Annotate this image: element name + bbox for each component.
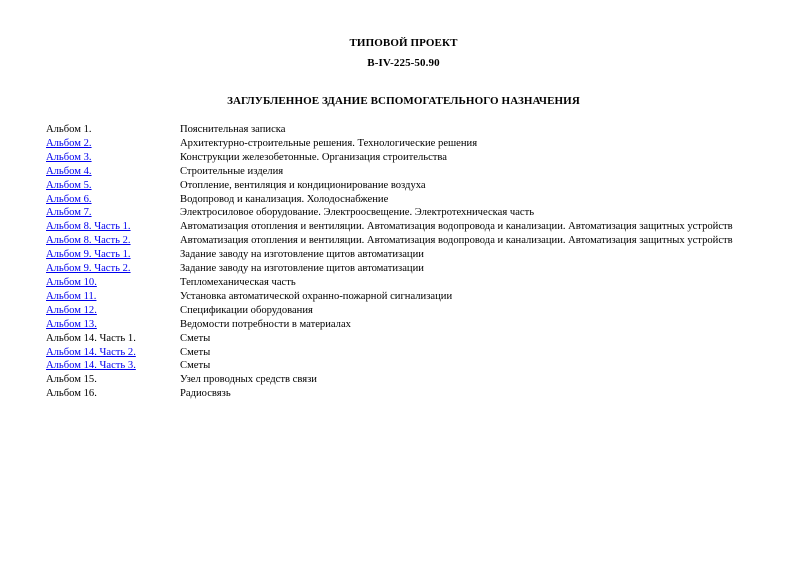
album-row xyxy=(46,332,762,346)
album-description: Радиосвязь xyxy=(180,388,231,400)
album-label-cell xyxy=(46,234,180,248)
album-description: Ведомости потребности в материалах xyxy=(180,318,351,330)
album-row xyxy=(46,318,762,332)
album-description: Тепломеханическая часть xyxy=(180,276,296,288)
album-label-cell xyxy=(46,373,180,387)
album-description: Спецификации оборудования xyxy=(180,304,313,316)
album-description: Архитектурно-строительные решения. Технологические решения xyxy=(180,137,478,149)
album-label-cell xyxy=(46,290,180,304)
album-description: Строительные изделия xyxy=(180,165,284,177)
album-row xyxy=(46,276,762,290)
album-row xyxy=(46,304,762,318)
album-description: Задание заводу на изготовление щитов автоматизации xyxy=(180,249,424,261)
album-label-cell xyxy=(46,220,180,234)
album-description: Автоматизация отопления и вентиляции. Автоматизация водопровода и канализации. Автоматизация защитных устройств xyxy=(180,221,733,233)
album-link[interactable]: Альбом 12. xyxy=(46,304,97,316)
album-label-cell xyxy=(46,193,180,207)
album-label: Альбом 16. xyxy=(46,388,97,400)
album-row xyxy=(46,137,762,151)
album-label-cell xyxy=(46,165,180,179)
album-label: Альбом 15. xyxy=(46,374,97,386)
album-row xyxy=(46,234,762,248)
album-table xyxy=(46,123,762,401)
album-link[interactable]: Альбом 8. Часть 1. xyxy=(46,221,131,233)
album-link[interactable]: Альбом 4. xyxy=(46,165,92,177)
album-description: Пояснительная записка xyxy=(180,124,286,135)
album-label-cell xyxy=(46,137,180,151)
album-link[interactable]: Альбом 10. xyxy=(46,276,97,288)
album-label-cell xyxy=(46,304,180,318)
album-link[interactable]: Альбом 7. xyxy=(46,207,92,219)
album-row xyxy=(46,193,762,207)
album-row xyxy=(46,262,762,276)
album-label-cell xyxy=(46,262,180,276)
album-description: Сметы xyxy=(180,360,211,372)
album-label-cell xyxy=(46,248,180,262)
album-row xyxy=(46,290,762,304)
album-label-cell xyxy=(46,179,180,193)
album-label-cell xyxy=(46,346,180,360)
album-link[interactable]: Альбом 9. Часть 2. xyxy=(46,263,131,275)
album-description: Конструкции железобетонные. Организация строительства xyxy=(180,151,447,163)
project-code-heading: В-IV-225-50.90 xyxy=(367,57,440,69)
album-description: Сметы xyxy=(180,332,211,344)
album-row xyxy=(46,165,762,179)
album-row xyxy=(46,151,762,165)
album-row xyxy=(46,179,762,193)
album-link[interactable]: Альбом 3. xyxy=(46,151,92,163)
album-label-cell xyxy=(46,123,180,137)
album-row xyxy=(46,220,762,234)
album-description: Задание заводу на изготовление щитов автоматизации xyxy=(180,263,424,275)
album-row xyxy=(46,387,762,401)
album-description: Электросиловое оборудование. Электроосвещение. Электротехническая часть xyxy=(180,207,535,219)
album-row xyxy=(46,346,762,360)
album-label-cell xyxy=(46,151,180,165)
album-description: Отопление, вентиляция и кондиционирование воздуха xyxy=(180,179,426,191)
album-label: Альбом 14. Часть 1. xyxy=(46,332,136,344)
album-description: Автоматизация отопления и вентиляции. Автоматизация водопровода и канализации. Автоматизация защитных устройств xyxy=(180,235,733,247)
album-description: Узел проводных средств связи xyxy=(180,374,317,386)
album-row xyxy=(46,373,762,387)
album-label-cell xyxy=(46,332,180,346)
project-type-heading: ТИПОВОЙ ПРОЕКТ xyxy=(349,37,458,49)
album-link[interactable]: Альбом 14. Часть 2. xyxy=(46,346,136,358)
album-row xyxy=(46,359,762,373)
album-label-cell xyxy=(46,206,180,220)
album-label-cell xyxy=(46,276,180,290)
album-link[interactable]: Альбом 2. xyxy=(46,137,92,149)
album-description: Водопровод и канализация. Холодоснабжение xyxy=(180,193,389,205)
album-label-cell xyxy=(46,387,180,401)
album-label-cell xyxy=(46,359,180,373)
album-link[interactable]: Альбом 8. Часть 2. xyxy=(46,235,131,247)
album-row xyxy=(46,248,762,262)
album-row xyxy=(46,206,762,220)
album-link[interactable]: Альбом 14. Часть 3. xyxy=(46,360,136,372)
album-description: Установка автоматической охранно-пожарной сигнализации xyxy=(180,290,453,302)
album-row xyxy=(46,123,762,137)
document-title: ЗАГЛУБЛЕННОЕ ЗДАНИЕ ВСПОМОГАТЕЛЬНОГО НАЗНАЧЕНИЯ xyxy=(227,95,580,107)
album-label: Альбом 1. xyxy=(46,124,92,135)
album-link[interactable]: Альбом 5. xyxy=(46,179,92,191)
album-link[interactable]: Альбом 11. xyxy=(46,290,97,302)
album-link[interactable]: Альбом 9. Часть 1. xyxy=(46,249,131,261)
album-link[interactable]: Альбом 6. xyxy=(46,193,92,205)
album-description: Сметы xyxy=(180,346,211,358)
album-link[interactable]: Альбом 13. xyxy=(46,318,97,330)
album-list xyxy=(46,123,762,401)
album-label-cell xyxy=(46,318,180,332)
